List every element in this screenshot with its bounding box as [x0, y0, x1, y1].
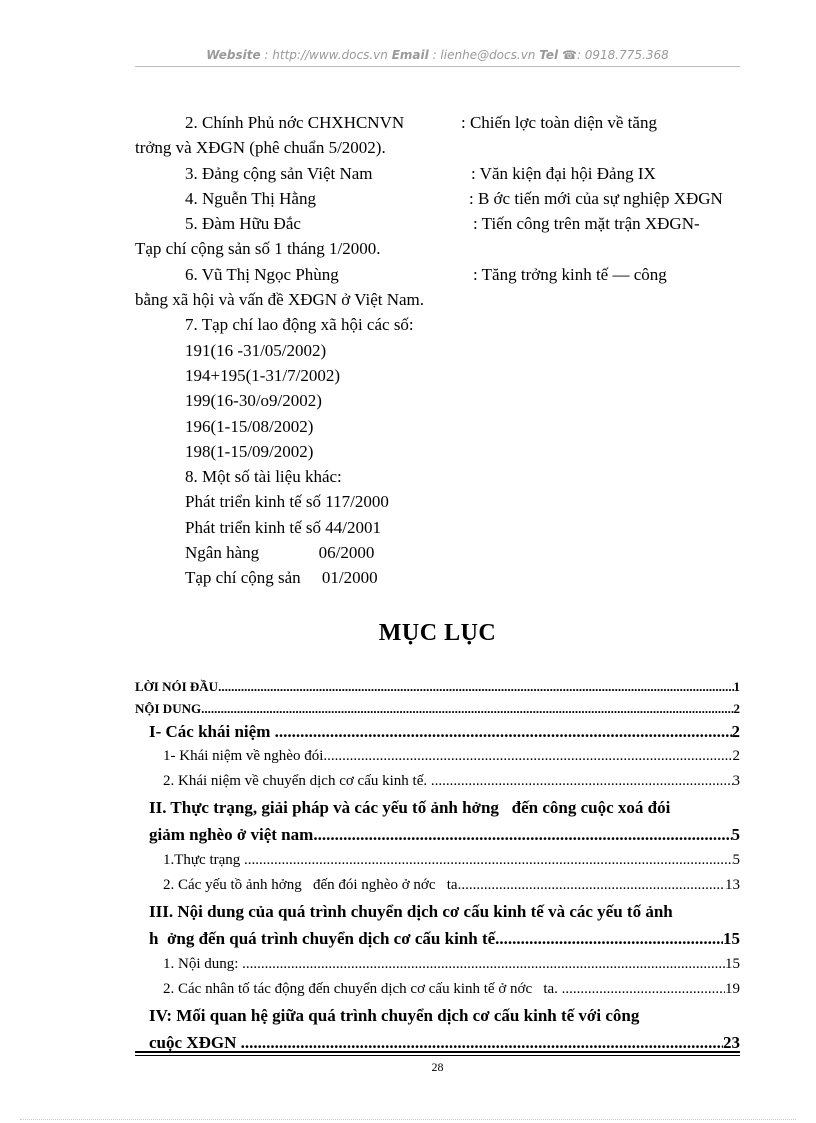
website-url[interactable]: : http://www.docs.vn	[264, 48, 388, 62]
toc-entry[interactable]: h ởng đến quá trình chuyển dịch cơ cấu kinh tế. ..... 15	[135, 926, 740, 952]
page-number: 28	[431, 1060, 444, 1074]
reference-8-item: Tạp chí cộng sản 01/2000	[185, 568, 378, 588]
toc-entry[interactable]: 1. Nội dung: ..... 15	[135, 952, 740, 977]
toc-entry[interactable]: 2. Các yếu tồ ảnh hởng đến đói nghèo ở nớc ta ..... 13	[135, 873, 740, 898]
toc-entry[interactable]: giảm nghèo ở việt nam ..... 5	[135, 822, 740, 848]
footer-divider-thin	[135, 1055, 740, 1056]
reference-list: 2. Chính Phủ nớc CHXHCNVN : Chiến lợc toàn diện về tăng trởng và XĐGN (phê chuẩn 5/2002). 3. Đảng cộng sản Việt Nam : Văn kiện đại hội Đảng IX 4. Nguễn Thị Hằng : B ớc tiến mới của sự nghiệp XĐGN 5. Đàm Hữu Đắc : Tiến công trên mặt trận XĐGN- Tạp chí cộng sản số 1 tháng 1/2000. 6. Vũ Thị Ngọc Phùng : Tăng trởng kinh tế — công bằng xã hội và vấn đề XĐGN ở Việt Nam. 7. Tạp chí lao động xã hội các số: 191(16 -31/05/2002) 194+195(1-31/7/2002) 199(16-30/o9/2002) 196(1-15/08/2002) 198(1-15/09/2002) 8. Một số tài liệu khác: Phát triển kinh tế số 117/2000 Phát triển kinh tế số 44/2001 Ngân hàng 06/2000 Tạp chí cộng sản 01/2000	[135, 110, 740, 591]
toc-entry[interactable]: 1- Khái niệm về nghèo đói. ..... 2	[135, 744, 740, 769]
reference-8: 8. Một số tài liệu khác:	[185, 467, 342, 487]
reference-8-item: Phát triển kinh tế số 44/2001	[185, 517, 381, 537]
toc-entry[interactable]: 2. Các nhân tố tác động đến chuyển dịch cơ cấu kinh tế ở nớc ta. ..... 19	[135, 977, 740, 1002]
toc-entry[interactable]: 1.Thực trạng ..... 5	[135, 848, 740, 873]
reference-5: 5. Đàm Hữu Đắc : Tiến công trên mặt trận XĐGN-	[185, 214, 700, 234]
toc-entry[interactable]: NỘI DUNG ..... 2	[135, 698, 740, 720]
footer-divider	[135, 1051, 740, 1053]
reference-7-item: 198(1-15/09/2002)	[185, 441, 314, 461]
email-label: Email	[391, 48, 429, 62]
toc-entry[interactable]: I- Các khái niệm ..... 2	[135, 720, 740, 744]
page-edge-dotted-line	[20, 1119, 796, 1120]
reference-7-item: 196(1-15/08/2002)	[185, 416, 314, 436]
reference-8-item: Ngân hàng 06/2000	[185, 543, 375, 563]
reference-7-item: 194+195(1-31/7/2002)	[185, 365, 341, 385]
reference-7-item: 199(16-30/o9/2002)	[185, 391, 322, 411]
page-header	[135, 48, 740, 62]
reference-7: 7. Tạp chí lao động xã hội các số:	[185, 315, 414, 335]
toc-entry-heading[interactable]: III. Nội dung của quá trình chuyển dịch cơ cấu kinh tế và các yếu tố ảnh	[149, 902, 673, 921]
toc-entry[interactable]: LỜI NÓI ĐẦU ..... 1	[135, 676, 740, 698]
toc-entry[interactable]: cuộc XĐGN ..... 23	[135, 1030, 740, 1056]
reference-8-item: Phát triển kinh tế số 117/2000	[185, 492, 389, 512]
table-of-contents	[135, 676, 740, 1056]
email-value[interactable]: : lienhe@docs.vn	[432, 48, 536, 62]
tel-label: Tel	[539, 48, 559, 62]
toc-entry-heading[interactable]: IV: Mối quan hệ giữa quá trình chuyển dịch cơ cấu kinh tế với công	[149, 1006, 640, 1025]
toc-entry[interactable]: 2. Khái niệm về chuyển dịch cơ cấu kinh tế. ..... 3	[135, 769, 740, 794]
reference-2: 2. Chính Phủ nớc CHXHCNVN : Chiến lợc toàn diện về tăng	[185, 113, 657, 132]
reference-7-item: 191(16 -31/05/2002)	[185, 340, 327, 360]
toc-title: MỤC LỤC	[378, 620, 497, 646]
reference-3: 3. Đảng cộng sản Việt Nam : Văn kiện đại hội Đảng IX	[185, 163, 656, 183]
toc-entry-heading[interactable]: II. Thực trạng, giải pháp và các yếu tố ảnh hởng đến công cuộc xoá đói	[149, 798, 671, 817]
website-label: Website	[206, 48, 261, 62]
reference-6: 6. Vũ Thị Ngọc Phùng : Tăng trởng kinh tế — công	[185, 264, 667, 284]
header-divider	[135, 66, 740, 67]
tel-value: ☎: 0918.775.368	[561, 48, 669, 62]
reference-4: 4. Nguễn Thị Hằng : B ớc tiến mới của sự nghiệp XĐGN	[185, 188, 723, 208]
